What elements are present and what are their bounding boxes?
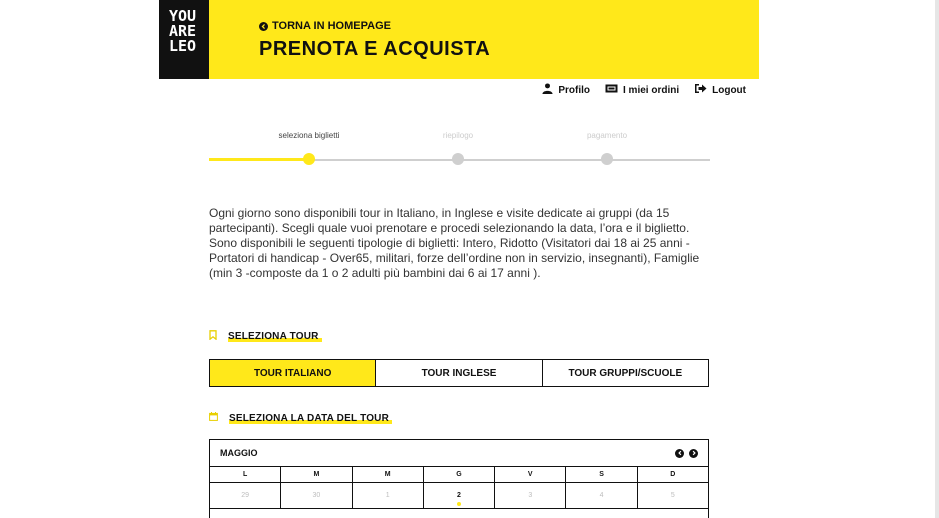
tab-tour-inglese[interactable]: TOUR INGLESE [376,360,542,386]
logo-line-3: LEO [169,37,197,55]
select-date-heading [209,412,392,424]
back-to-homepage-link[interactable] [259,20,391,32]
step-summary [408,130,508,144]
weekday-label: S [566,467,637,482]
calendar-day: 30 [281,483,352,508]
page-header [159,0,759,79]
weekday-label: G [424,467,495,482]
page-title: PRENOTA E ACQUISTA [259,38,491,60]
calendar-day: 29 [210,483,281,508]
step-payment [557,130,657,144]
previous-month-icon[interactable] [675,449,684,458]
ticket-icon [605,84,618,96]
weekday-label: M [281,467,352,482]
intro-text: Ogni giorno sono disponibili tour in Italiano, in Inglese e visite dedicate ai gruppi (da 15 partecipanti). Scegli quale vuoi prenotare e procedi selezionando la data, l’ora e il biglietto. Sono disponibili le seguenti tipologie di biglietti: Intero, Ridotto (Visitatori dai 18 ai 25 anni - Portatori di handicap - Over65, militari, forze dell’ordine non in servizio, insegnanti), Famiglie (min 3 -composte da 1 o 2 adulti più bambini dai 6 ai 17 anni ). [209,206,700,280]
step-label: pagamento [586,131,628,140]
user-icon [542,83,553,97]
tour-tabs [209,359,709,387]
my-orders-link[interactable] [605,83,679,97]
tab-tour-italiano[interactable]: TOUR ITALIANO [210,360,376,386]
select-tour-heading-label: SELEZIONA TOUR [228,331,322,342]
step-dot [303,153,315,165]
step-dot [452,153,464,165]
tab-tour-gruppi-scuole[interactable]: TOUR GRUPPI/SCUOLE [543,360,708,386]
calendar-day: 4 [566,483,637,508]
step-label: riepilogo [442,131,474,140]
calendar-header [210,440,708,467]
step-label: seleziona biglietti [278,131,340,140]
logout-label: Logout [712,84,746,96]
page-scrollbar[interactable] [935,0,939,518]
weekday-label: M [353,467,424,482]
step-dot [601,153,613,165]
select-date-heading-label: SELEZIONA LA DATA DEL TOUR [229,413,392,424]
select-tour-heading [209,330,322,343]
weekday-label: D [670,471,676,478]
arrow-left-circle-icon [259,22,268,31]
tour-calendar [209,439,709,518]
calendar-weekdays [210,467,708,483]
logout-link[interactable] [694,83,746,97]
weekday-label: L [210,467,281,482]
logout-icon [694,83,707,97]
back-link-label: TORNA IN HOMEPAGE [272,20,391,32]
step-select-tickets [259,130,359,144]
calendar-day: 3 [495,483,566,508]
stepper-progress [209,158,309,161]
logo-line-2: ARE [169,22,197,40]
calendar-icon [209,412,218,424]
profile-label: Profilo [558,84,590,96]
calendar-month: MAGGIO [220,448,258,458]
calendar-day-available[interactable]: 2 [424,483,495,508]
checkout-stepper [209,130,710,170]
bookmark-icon [209,330,217,343]
calendar-day: 1 [353,483,424,508]
calendar-nav [675,449,698,458]
calendar-day: 5 [670,492,675,499]
next-month-icon[interactable] [689,449,698,458]
profile-link[interactable] [542,83,590,97]
youareleo-logo[interactable] [159,0,209,79]
user-nav [542,83,746,97]
weekday-label: V [495,467,566,482]
calendar-week-row [210,483,708,509]
my-orders-label: I miei ordini [623,84,680,96]
logo-line-1: YOU [169,7,197,25]
